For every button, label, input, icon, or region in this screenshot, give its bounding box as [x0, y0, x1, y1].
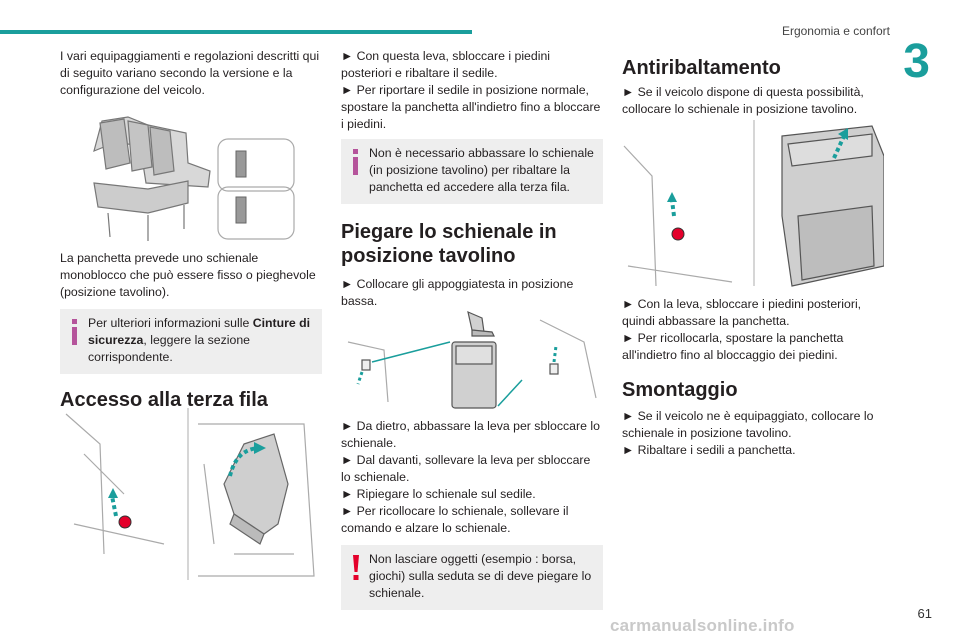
removal-step-2: ► Ribaltare i sedili a panchetta.	[622, 443, 796, 457]
anti-tip-step-2: ► Per ricollocarla, spostare la panchetta all'indietro fino al bloccaggio dei piedini.	[622, 331, 844, 362]
heading-fold-backrest: Piegare lo schienale in posizione tavolino	[341, 221, 557, 267]
info-icon	[349, 147, 363, 177]
step-3: ► Ripiegare lo schienale sul sedile.	[341, 487, 536, 501]
page-number: 61	[917, 606, 932, 621]
anti-tip-illustration	[622, 116, 884, 288]
headrest-paragraph: ► Collocare gli appoggiatesta in posizione bassa.	[341, 277, 574, 308]
info-text-bold: Cinture di sicurezza	[88, 316, 311, 347]
warning-icon	[349, 553, 363, 583]
info-box-table	[341, 139, 603, 204]
info-box-seatbelts	[60, 309, 322, 374]
column-1	[60, 48, 322, 99]
column-2-lower	[341, 418, 603, 610]
lever-paragraph-1: ► Con questa leva, sbloccare i piedini posteriori e ribaltare il sedile.	[341, 49, 551, 80]
step-4: ► Per ricollocare lo schienale, sollevare il comando e alzare lo schienale.	[341, 504, 569, 535]
heading-removal: Smontaggio	[622, 379, 738, 401]
anti-tip-step-1: ► Con la leva, sbloccare i piedini posteriori, quindi abbassare la panchetta.	[622, 297, 862, 328]
folding-backrest-illustration	[344, 302, 602, 412]
info-text-post: , leggere la sezione corrispondente.	[88, 333, 251, 364]
anti-tip-paragraph: ► Se il veicolo dispone di questa possibilità, collocare lo schienale in posizione tavolino.	[622, 85, 864, 116]
chapter-number: 3	[903, 35, 930, 88]
column-3	[622, 56, 884, 118]
warning-box	[341, 545, 603, 610]
column-3-lower	[622, 296, 884, 459]
column-1-lower	[60, 250, 322, 412]
section-title: Ergonomia e confort	[781, 24, 890, 38]
bench-seat-illustration	[88, 113, 298, 245]
step-1: ► Da dietro, abbassare la leva per sbloccare lo schienale.	[341, 419, 600, 450]
info-text-pre: Per ulteriori informazioni sulle	[88, 316, 253, 330]
step-2: ► Dal davanti, sollevare la leva per sbloccare lo schienale.	[341, 453, 591, 484]
warning-text: Non lasciare oggetti (esempio : borsa, giochi) sulla seduta se di deve piegare lo schienale.	[369, 552, 592, 600]
bench-paragraph: La panchetta prevede uno schienale monoblocco che può essere fisso o pieghevole (posizione tavolino).	[60, 251, 316, 299]
heading-anti-tip: Antiribaltamento	[622, 57, 781, 79]
info-icon	[68, 317, 82, 347]
watermark: carmanualsonline.info	[610, 616, 795, 635]
column-2	[341, 48, 603, 310]
heading-access-third-row: Accesso alla terza fila	[60, 389, 268, 411]
lever-paragraph-2: ► Per riportare il sedile in posizione normale, spostare la panchetta all'indietro fino a bloccare i piedini.	[341, 83, 601, 131]
removal-step-1: ► Se il veicolo ne è equipaggiato, collocare lo schienale in posizione tavolino.	[622, 409, 874, 440]
third-row-access-illustration	[64, 404, 320, 582]
intro-paragraph: I vari equipaggiamenti e regolazioni descritti qui di seguito variano secondo la versione e la configurazione del veicolo.	[60, 49, 320, 97]
info-text-table: Non è necessario abbassare lo schienale (in posizione tavolino) per ribaltare la panchetta ed accedere alla terza fila.	[369, 146, 594, 194]
header-accent-bar	[0, 30, 472, 34]
